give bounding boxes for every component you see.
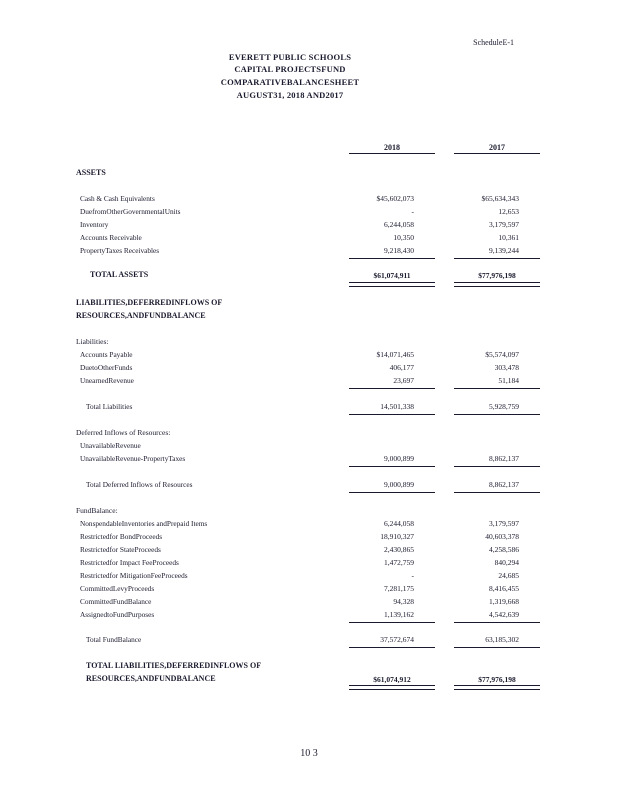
deferred-row-2018: 9,000,899 xyxy=(384,454,414,463)
deferred-row-2017: 8,862,137 xyxy=(489,454,519,463)
liability-row-label: DuetoOtherFunds xyxy=(80,363,133,372)
title-district: EVERETT PUBLIC SCHOOLS xyxy=(228,52,352,62)
fund-balance-row-label: Restrictedfor Impact FeeProceeds xyxy=(80,558,179,567)
column-header-2017: 2017 xyxy=(489,143,505,152)
asset-row-2018: - xyxy=(411,207,414,216)
subtotal-rule xyxy=(454,492,540,493)
grand-total-label-2: RESOURCES,ANDFUNDBALANCE xyxy=(86,674,216,683)
fund-balance-row-2018: 18,910,327 xyxy=(380,532,414,541)
double-rule xyxy=(349,685,435,690)
fund-balance-heading: FundBalance: xyxy=(76,506,118,515)
total-fund-balance-label: Total FundBalance xyxy=(86,635,142,644)
subtotal-rule xyxy=(454,647,540,648)
fund-balance-row-label: NonspendableInventories andPrepaid Items xyxy=(80,519,208,528)
double-rule xyxy=(349,282,435,287)
asset-row-2018: $45,602,073 xyxy=(376,194,414,203)
asset-row-2017: 12,653 xyxy=(498,207,519,216)
liabilities-heading: Liabilities: xyxy=(76,337,109,346)
double-rule xyxy=(454,685,540,690)
liability-row-2018: 406,177 xyxy=(389,363,414,372)
page-number: 10 3 xyxy=(300,748,318,759)
total-assets-2018: $61,074,911 xyxy=(373,271,411,280)
grand-total-2018: $61,074,912 xyxy=(373,675,411,684)
asset-row-2017: 9,139,244 xyxy=(489,246,519,255)
schedule-label: ScheduleE-1 xyxy=(473,38,514,47)
liability-row-2017: 303,478 xyxy=(494,363,519,372)
fund-balance-row-label: Restrictedfor StateProceeds xyxy=(80,545,161,554)
subtotal-rule xyxy=(349,622,435,623)
total-liabilities-2017: 5,928,759 xyxy=(489,402,519,411)
asset-row-label: Accounts Receivable xyxy=(80,233,142,242)
fund-balance-row-label: CommittedFundBalance xyxy=(80,597,152,606)
total-assets-2017: $77,976,198 xyxy=(478,271,516,280)
fund-balance-row-label: AssignedtoFundPurposes xyxy=(80,610,155,619)
subtotal-rule xyxy=(454,258,540,259)
total-deferred-2017: 8,862,137 xyxy=(489,480,519,489)
fund-balance-row-2018: 1,139,162 xyxy=(384,610,414,619)
fund-balance-row-2018: 94,328 xyxy=(393,597,414,606)
grand-total-label: TOTAL LIABILITIES,DEFERREDINFLOWS OF xyxy=(86,661,262,670)
subtotal-rule xyxy=(349,492,435,493)
column-header-rule xyxy=(454,153,540,154)
total-deferred-2018: 9,000,899 xyxy=(384,480,414,489)
asset-row-2018: 6,244,058 xyxy=(384,220,414,229)
asset-row-2018: 9,218,430 xyxy=(384,246,414,255)
subtotal-rule xyxy=(454,414,540,415)
subtotal-rule xyxy=(454,622,540,623)
deferred-row-label: UnavailableRevenue-PropertyTaxes xyxy=(80,454,186,463)
subtotal-rule xyxy=(454,388,540,389)
title-statement: COMPARATIVEBALANCESHEET xyxy=(220,77,360,87)
total-deferred-label: Total Deferred Inflows of Resources xyxy=(86,480,193,489)
liability-row-label: UnearnedRevenue xyxy=(80,376,134,385)
liability-row-2017: 51,184 xyxy=(498,376,519,385)
double-rule xyxy=(454,282,540,287)
asset-row-label: Inventory xyxy=(80,220,109,229)
asset-row-label: DuefromOtherGovernmentalUnits xyxy=(80,207,181,216)
total-fund-balance-2018: 37,572,674 xyxy=(380,635,414,644)
grand-total-2017: $77,976,198 xyxy=(478,675,516,684)
fund-balance-row-2017: 1,319,668 xyxy=(489,597,519,606)
subtotal-rule xyxy=(454,466,540,467)
fund-balance-row-label: Restrictedfor MitigationFeeProceeds xyxy=(80,571,188,580)
liabilities-section-heading: LIABILITIES,DEFERREDINFLOWS OF xyxy=(76,298,223,307)
asset-row-2018: 10,350 xyxy=(393,233,414,242)
fund-balance-row-2018: - xyxy=(411,571,414,580)
fund-balance-row-2018: 6,244,058 xyxy=(384,519,414,528)
subtotal-rule xyxy=(349,414,435,415)
total-fund-balance-2017: 63,185,302 xyxy=(485,635,519,644)
asset-row-label: Cash & Cash Equivalents xyxy=(80,194,155,203)
asset-row-label: PropertyTaxes Receivables xyxy=(80,246,160,255)
fund-balance-row-2018: 7,281,175 xyxy=(384,584,414,593)
liability-row-2017: $5,574,097 xyxy=(485,350,519,359)
subtotal-rule xyxy=(349,647,435,648)
fund-balance-row-2017: 24,685 xyxy=(498,571,519,580)
total-liabilities-2018: 14,501,338 xyxy=(380,402,414,411)
fund-balance-row-label: Restrictedfor BondProceeds xyxy=(80,532,163,541)
liability-row-2018: 23,697 xyxy=(393,376,414,385)
fund-balance-row-2018: 2,430,865 xyxy=(384,545,414,554)
total-assets-label: TOTAL ASSETS xyxy=(90,270,149,279)
asset-row-2017: $65,634,343 xyxy=(481,194,519,203)
column-header-rule xyxy=(349,153,435,154)
total-liabilities-label: Total Liabilities xyxy=(86,402,133,411)
deferred-row-label: UnavailableRevenue xyxy=(80,441,141,450)
liabilities-section-heading-2: RESOURCES,ANDFUNDBALANCE xyxy=(76,311,206,320)
fund-balance-row-2017: 4,258,586 xyxy=(489,545,519,554)
column-header-2018: 2018 xyxy=(384,143,400,152)
fund-balance-row-2017: 8,416,455 xyxy=(489,584,519,593)
fund-balance-row-2017: 4,542,639 xyxy=(489,610,519,619)
fund-balance-row-2017: 40,603,378 xyxy=(485,532,519,541)
liability-row-2018: $14,071,465 xyxy=(376,350,414,359)
title-date: AUGUST31, 2018 AND2017 xyxy=(236,90,344,100)
fund-balance-row-2018: 1,472,759 xyxy=(384,558,414,567)
asset-row-2017: 3,179,597 xyxy=(489,220,519,229)
assets-heading: ASSETS xyxy=(76,168,106,177)
fund-balance-row-label: CommittedLevyProceeds xyxy=(80,584,155,593)
deferred-heading: Deferred Inflows of Resources: xyxy=(76,428,171,437)
subtotal-rule xyxy=(349,388,435,389)
fund-balance-row-2017: 3,179,597 xyxy=(489,519,519,528)
title-fund: CAPITAL PROJECTSFUND xyxy=(234,64,346,74)
subtotal-rule xyxy=(349,466,435,467)
fund-balance-row-2017: 840,294 xyxy=(494,558,519,567)
liability-row-label: Accounts Payable xyxy=(80,350,133,359)
subtotal-rule xyxy=(349,258,435,259)
asset-row-2017: 10,361 xyxy=(498,233,519,242)
